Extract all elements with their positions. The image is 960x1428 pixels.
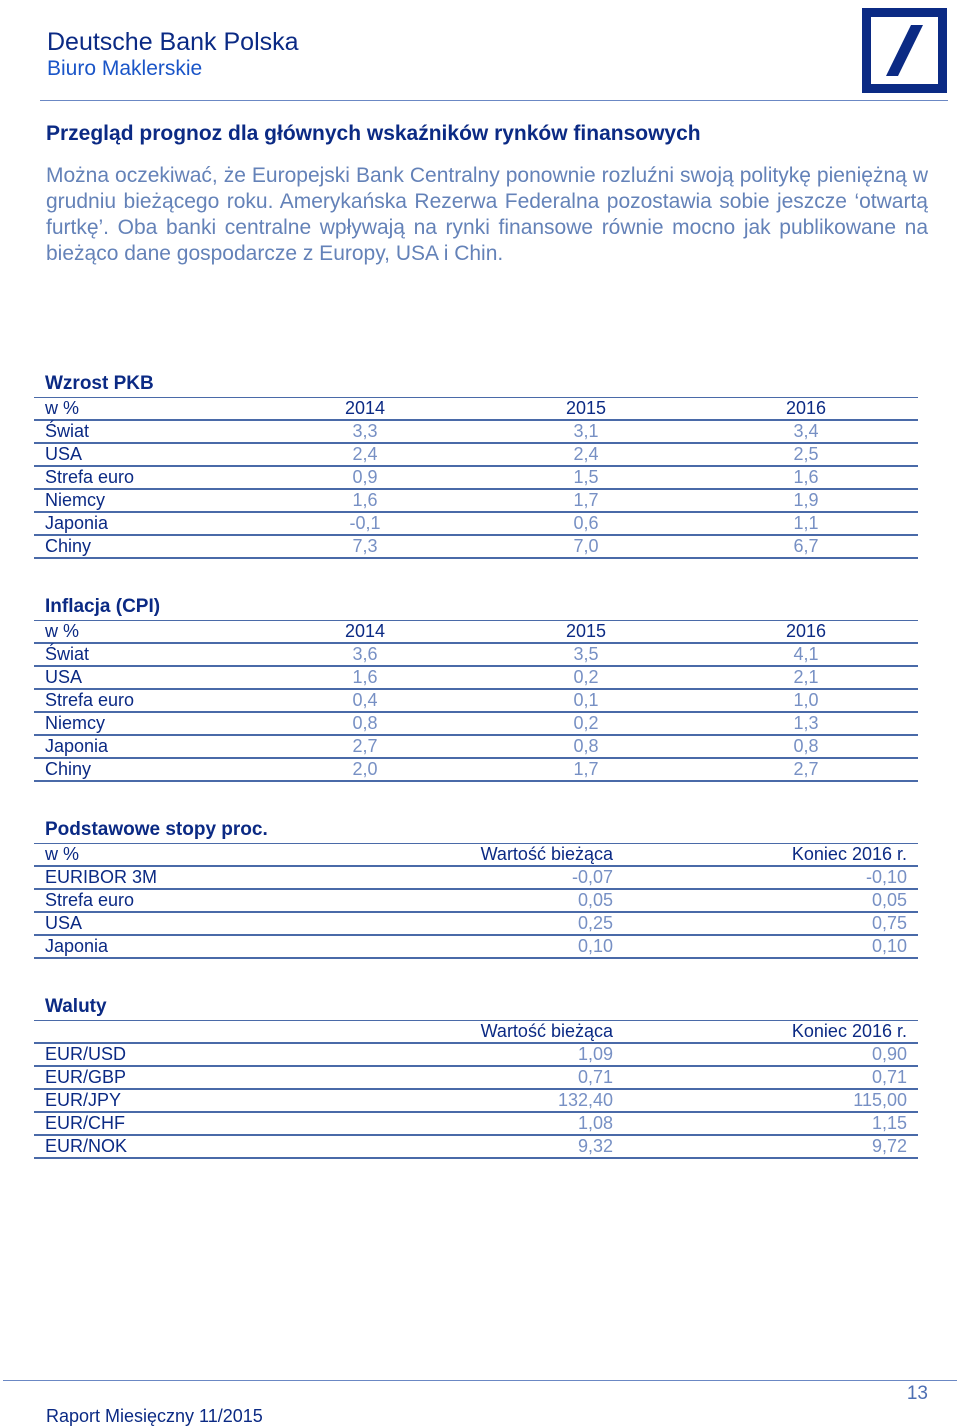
value-cell: 1,3 [793,713,819,733]
gdp-table [34,371,918,559]
value-cell: 1,09 [577,1044,613,1064]
value-cell: 1,7 [573,759,599,779]
value-cell: 0,8 [352,713,378,733]
value-cell: 0,6 [573,513,599,533]
value-cell: 2,1 [793,667,819,687]
cpi-col-2016: 2016 [785,621,827,641]
fx-table-title: Waluty [34,994,918,1021]
fx-col-end-2016: Koniec 2016 r. [791,1021,907,1041]
value-cell: 2,0 [352,759,378,779]
table-row [34,690,918,713]
value-cell: 1,08 [577,1113,613,1133]
value-cell: -0,07 [571,867,613,887]
value-cell: 0,8 [793,736,819,756]
row-label: USA [45,667,83,687]
row-label: Strefa euro [45,467,135,487]
table-row [34,1067,918,1090]
value-cell: 2,7 [793,759,819,779]
row-label: EURIBOR 3M [45,867,158,887]
value-cell: 7,3 [352,536,378,556]
rates-col-current: Wartość bieżąca [480,844,613,864]
value-cell: 0,8 [573,736,599,756]
row-label: Strefa euro [45,690,135,710]
fx-col-current: Wartość bieżąca [480,1021,613,1041]
value-cell: 1,9 [793,490,819,510]
value-cell: 132,40 [557,1090,613,1110]
value-cell: 2,7 [352,736,378,756]
deutsche-bank-logo-icon [862,8,947,93]
report-name: Raport Miesięczny 11/2015 [46,1406,263,1426]
value-cell: 0,90 [871,1044,907,1064]
table-row [34,890,918,913]
gdp-col-2014: 2014 [344,398,386,418]
row-label: Japonia [45,736,109,756]
rates-header-row [34,844,918,867]
value-cell: 9,32 [577,1136,613,1156]
value-cell: 2,5 [793,444,819,464]
rates-col-end-2016: Koniec 2016 r. [791,844,907,864]
value-cell: 0,05 [871,890,907,910]
table-row [34,1113,918,1136]
row-label: USA [45,913,83,933]
value-cell: 0,1 [573,690,599,710]
value-cell: 9,72 [871,1136,907,1156]
value-cell: 3,6 [352,644,378,664]
page-number: 13 [906,1383,928,1404]
table-row [34,667,918,690]
logo-slash-icon [871,17,938,84]
rates-col-unit: w % [45,844,80,864]
intro-paragraph: Można oczekiwać, że Europejski Bank Centralny ponownie rozluźni swoją politykę pieniężną w grudniu bieżącego roku. Amerykańska Rezerwa Federalna pozostawia sobie jeszcze ‘otwartą furtkę’. Oba banki centralne wpływają na rynki finansowe równie mocno jak publikowane na bieżąco dane gospodarcze z Europy, USA i Chin. [46,164,928,265]
table-row [34,736,918,759]
table-row [34,467,918,490]
value-cell: 1,7 [573,490,599,510]
cpi-col-2014: 2014 [344,621,386,641]
value-cell: 2,4 [352,444,378,464]
value-cell: 0,10 [577,936,613,956]
row-label: Niemcy [45,490,106,510]
value-cell: 0,05 [577,890,613,910]
value-cell: 1,15 [871,1113,907,1133]
table-row [34,536,918,559]
row-label: Japonia [45,936,109,956]
value-cell: 1,6 [352,490,378,510]
table-row [34,913,918,936]
value-cell: 1,1 [793,513,819,533]
table-row [34,759,918,782]
value-cell: 0,2 [573,667,599,687]
value-cell: 0,9 [352,467,378,487]
cpi-table [34,594,918,782]
value-cell: 1,0 [793,690,819,710]
row-label: EUR/GBP [45,1067,127,1087]
table-row [34,421,918,444]
row-label: Chiny [45,536,92,556]
gdp-col-unit: w % [45,398,80,418]
value-cell: 1,6 [352,667,378,687]
footer-divider [3,1380,957,1381]
header-divider [40,100,948,101]
brand-name: Deutsche Bank Polska [47,28,299,56]
value-cell: 0,4 [352,690,378,710]
row-label: EUR/CHF [45,1113,125,1133]
section-title: Przegląd prognoz dla głównych wskaźników rynków finansowych [46,122,701,145]
fx-table [34,994,918,1159]
value-cell: 3,5 [573,644,599,664]
gdp-table-title: Wzrost PKB [34,371,918,398]
row-label: Strefa euro [45,890,135,910]
cpi-table-title: Inflacja (CPI) [34,594,918,621]
row-label: Japonia [45,513,109,533]
value-cell: 0,71 [577,1067,613,1087]
value-cell: 3,4 [793,421,819,441]
value-cell: 7,0 [573,536,599,556]
gdp-col-2015: 2015 [565,398,607,418]
row-label: Chiny [45,759,92,779]
value-cell: 115,00 [853,1090,907,1110]
row-label: USA [45,444,83,464]
rates-table [34,817,918,959]
value-cell: 3,3 [352,421,378,441]
brand-subtitle: Biuro Maklerskie [47,57,203,80]
table-row [34,713,918,736]
row-label: Niemcy [45,713,106,733]
table-row [34,936,918,959]
value-cell: 0,10 [871,936,907,956]
value-cell: 6,7 [793,536,819,556]
value-cell: 1,6 [793,467,819,487]
header-brand [47,28,299,82]
cpi-col-2015: 2015 [565,621,607,641]
cpi-col-unit: w % [45,621,80,641]
gdp-header-row [34,398,918,421]
value-cell: 4,1 [793,644,819,664]
value-cell: 2,4 [573,444,599,464]
table-row [34,644,918,667]
value-cell: 0,25 [577,913,613,933]
row-label: EUR/JPY [45,1090,122,1110]
value-cell: 0,71 [871,1067,907,1087]
table-row [34,490,918,513]
value-cell: 0,2 [573,713,599,733]
rates-table-title: Podstawowe stopy proc. [34,817,918,844]
fx-header-row [34,1021,918,1044]
value-cell: 0,75 [871,913,907,933]
row-label: Świat [45,421,90,441]
table-row [34,444,918,467]
row-label: Świat [45,644,90,664]
cpi-header-row [34,621,918,644]
table-row [34,513,918,536]
table-row [34,867,918,890]
value-cell: 3,1 [573,421,599,441]
row-label: EUR/NOK [45,1136,128,1156]
row-label: EUR/USD [45,1044,127,1064]
gdp-col-2016: 2016 [785,398,827,418]
value-cell: -0,1 [349,513,381,533]
table-row [34,1136,918,1159]
value-cell: -0,10 [865,867,907,887]
table-row [34,1044,918,1067]
value-cell: 1,5 [573,467,599,487]
table-row [34,1090,918,1113]
